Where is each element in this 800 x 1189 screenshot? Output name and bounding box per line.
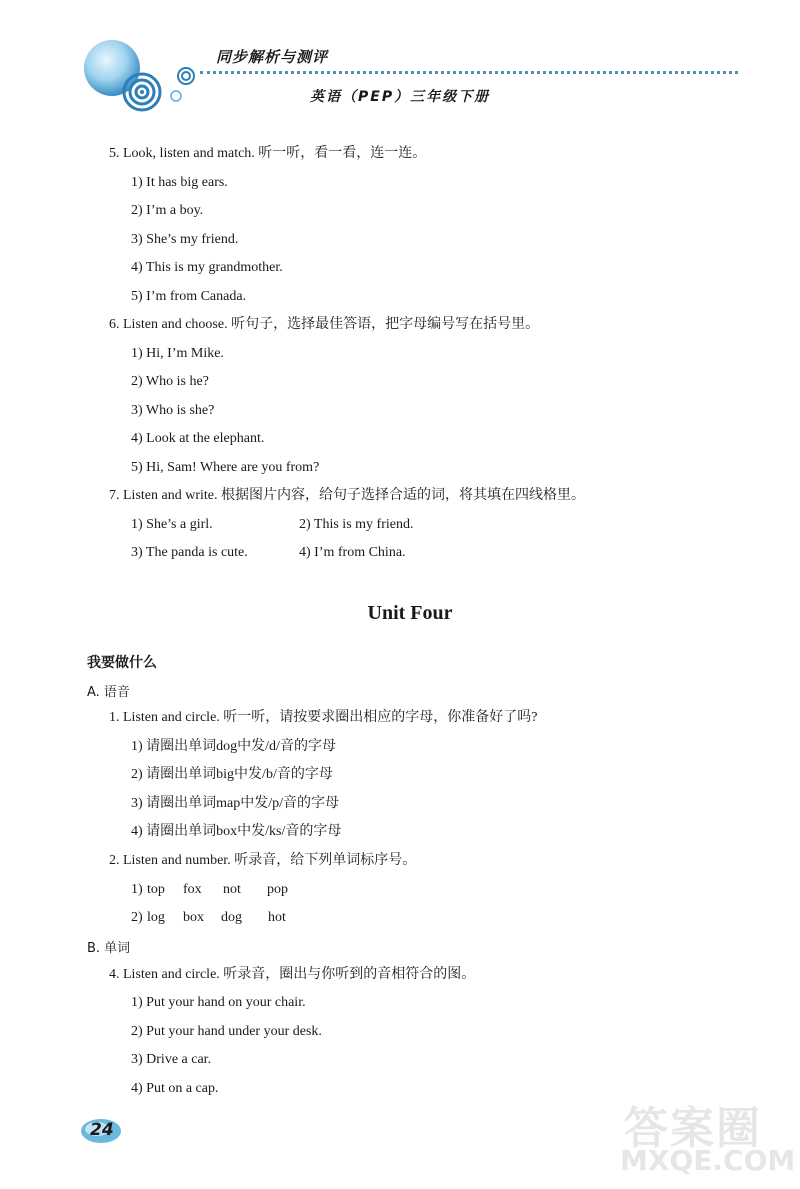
question-title: 6. Listen and choose. 听句子，选择最佳答语，把字母编号写在括号里。 bbox=[109, 317, 540, 332]
list-item: 4) Look at the elephant. bbox=[131, 431, 265, 446]
question-title: 4. Listen and circle. 听录音，圈出与你听到的音相符合的图。 bbox=[109, 967, 476, 982]
word: box bbox=[183, 910, 204, 925]
list-item: 4) Put on a cap. bbox=[131, 1081, 219, 1096]
watermark-logo-text: 答案圈 bbox=[624, 1103, 762, 1154]
list-item: 2) Who is he? bbox=[131, 374, 209, 389]
list-item: 4) 请圈出单词box中发/ks/音的字母 bbox=[131, 824, 342, 839]
list-item: 3) She’s my friend. bbox=[131, 232, 239, 247]
question-title: 7. Listen and write. 根据图片内容，给句子选择合适的词，将其填在四线格里。 bbox=[109, 488, 585, 503]
series-title: 同步解析与测评 bbox=[216, 48, 329, 66]
word-row-number: 1) bbox=[131, 882, 143, 897]
header-logo bbox=[78, 38, 202, 112]
list-item: 2) This is my friend. bbox=[299, 517, 414, 532]
section-label: B. 单词 bbox=[87, 941, 131, 956]
list-item: 4) I’m from China. bbox=[299, 545, 406, 560]
watermark-url: MXQE.COM bbox=[620, 1144, 796, 1177]
book-title: 英语（PEP）三年级下册 bbox=[310, 89, 491, 105]
list-item: 3) 请圈出单词map中发/p/音的字母 bbox=[131, 796, 340, 811]
section-heading: 我要做什么 bbox=[87, 655, 157, 671]
word-row-number: 2) bbox=[131, 910, 143, 925]
list-item: 1) 请圈出单词dog中发/d/音的字母 bbox=[131, 739, 336, 754]
word: pop bbox=[267, 882, 288, 897]
unit-title: Unit Four bbox=[367, 602, 453, 624]
word: dog bbox=[221, 910, 242, 925]
list-item: 2) I’m a boy. bbox=[131, 203, 204, 218]
list-item: 4) This is my grandmother. bbox=[131, 260, 283, 275]
list-item: 5) I’m from Canada. bbox=[131, 289, 247, 304]
list-item: 1) Put your hand on your chair. bbox=[131, 995, 306, 1010]
list-item: 3) The panda is cute. bbox=[131, 545, 248, 560]
list-item: 5) Hi, Sam! Where are you from? bbox=[131, 460, 320, 475]
list-item: 3) Drive a car. bbox=[131, 1052, 212, 1067]
page-number-text: 24 bbox=[90, 1120, 114, 1140]
word: hot bbox=[268, 910, 286, 925]
list-item: 3) Who is she? bbox=[131, 403, 215, 418]
watermark bbox=[600, 1092, 796, 1182]
word: fox bbox=[183, 882, 202, 897]
page-number bbox=[80, 1118, 122, 1144]
list-item: 1) She’s a girl. bbox=[131, 517, 213, 532]
list-item: 1) Hi, I’m Mike. bbox=[131, 346, 224, 361]
list-item: 2) Put your hand under your desk. bbox=[131, 1024, 322, 1039]
word: log bbox=[147, 910, 165, 925]
question-title: 5. Look, listen and match. 听一听，看一看，连一连。 bbox=[109, 146, 427, 161]
concentric-circles-icon bbox=[78, 38, 202, 112]
word: not bbox=[223, 882, 241, 897]
list-item: 1) It has big ears. bbox=[131, 175, 228, 190]
header-divider bbox=[200, 71, 738, 74]
section-label: A. 语音 bbox=[87, 685, 130, 700]
question-title: 1. Listen and circle. 听一听，请按要求圈出相应的字母，你准备好了吗? bbox=[109, 710, 538, 725]
question-title: 2. Listen and number. 听录音，给下列单词标序号。 bbox=[109, 853, 417, 868]
list-item: 2) 请圈出单词big中发/b/音的字母 bbox=[131, 767, 333, 782]
word: top bbox=[147, 882, 165, 897]
